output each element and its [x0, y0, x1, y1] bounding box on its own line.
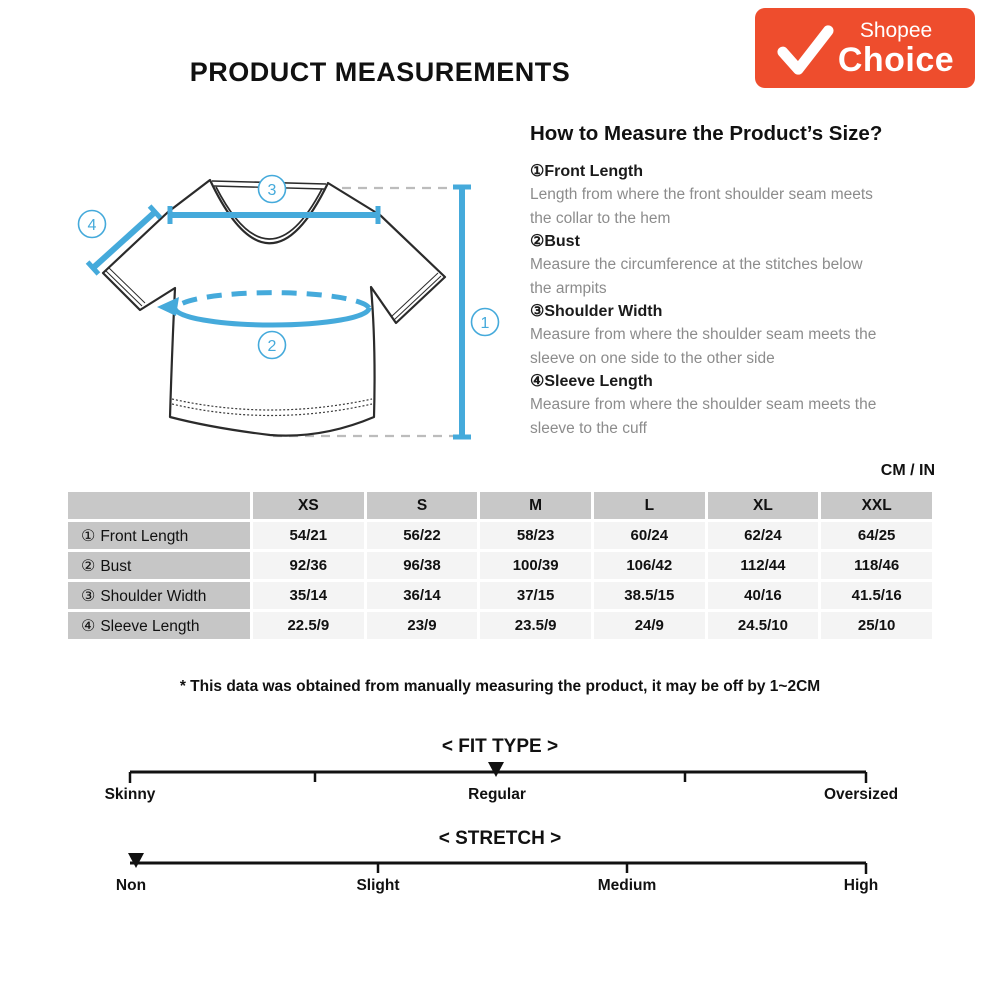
size-table: [65, 489, 935, 642]
cell-value: 40/16: [708, 582, 819, 609]
table-row-bust: [68, 552, 932, 579]
front-length-line: [453, 187, 471, 437]
cell-value: 38.5/15: [594, 582, 705, 609]
item-description: Measure the circumference at the stitches below the armpits: [530, 256, 863, 297]
cell-value: 56/22: [367, 522, 478, 549]
item-number: ③: [530, 303, 545, 320]
cell-value: 22.5/9: [253, 612, 364, 639]
item-description: Measure from where the shoulder seam meets the sleeve on one side to the other side: [530, 326, 877, 367]
column-header: L: [594, 492, 705, 519]
tshirt-outline: [103, 180, 445, 436]
column-header: XL: [708, 492, 819, 519]
shopee-choice-badge: [755, 8, 975, 88]
item-number: ④: [530, 373, 545, 390]
table-row-sleeve-length: [68, 612, 932, 639]
how-to-item-bust: [530, 230, 990, 300]
cell-value: 62/24: [708, 522, 819, 549]
fit-type-marker: [488, 762, 504, 777]
item-number: ②: [530, 233, 545, 250]
cell-value: 106/42: [594, 552, 705, 579]
badge-3: 3: [267, 182, 277, 199]
cell-value: 35/14: [253, 582, 364, 609]
column-header: XXL: [821, 492, 932, 519]
item-description: Measure from where the shoulder seam meets the sleeve to the cuff: [530, 396, 877, 437]
row-label: Bust: [100, 557, 132, 575]
stretch-label-high: High: [843, 877, 879, 894]
row-number: ③: [81, 587, 96, 605]
size-table-header-row: [68, 492, 932, 519]
badge-2: 2: [267, 338, 277, 355]
cell-value: 118/46: [821, 552, 932, 579]
cell-value: 54/21: [253, 522, 364, 549]
fit-type-label-skinny: Skinny: [104, 786, 156, 803]
units-label: CM / IN: [880, 462, 935, 479]
column-header: XS: [253, 492, 364, 519]
checkmark-icon: [776, 22, 834, 80]
badge-1: 1: [480, 315, 490, 332]
cell-value: 60/24: [594, 522, 705, 549]
cell-value: 92/36: [253, 552, 364, 579]
fit-type-title: < FIT TYPE >: [441, 736, 559, 757]
page-title: PRODUCT MEASUREMENTS: [189, 57, 571, 87]
size-table-corner-cell: [68, 492, 250, 519]
tshirt-measurement-diagram: [60, 155, 510, 455]
how-to-item-front-length: [530, 160, 990, 230]
item-label: Bust: [544, 233, 580, 250]
cell-value: 36/14: [367, 582, 478, 609]
fit-type-label-oversized: Oversized: [823, 786, 899, 803]
item-description: Length from where the front shoulder seam meets the collar to the hem: [530, 186, 873, 227]
stretch-marker: [128, 853, 144, 868]
logo-brand-bottom: Choice: [837, 40, 955, 79]
item-label: Shoulder Width: [544, 303, 663, 320]
stretch-ticks: [378, 863, 866, 874]
how-to-item-shoulder-width: [530, 300, 990, 370]
stretch-label-medium: Medium: [597, 877, 657, 894]
cell-value: 58/23: [480, 522, 591, 549]
stretch-scale: [128, 851, 868, 879]
cell-value: 24.5/10: [708, 612, 819, 639]
logo-brand-top: Shopee: [859, 18, 933, 42]
item-label: Sleeve Length: [544, 373, 653, 390]
how-to-measure-section: [530, 122, 990, 440]
row-label: Front Length: [100, 527, 189, 545]
cell-value: 23/9: [367, 612, 478, 639]
stretch-label-slight: Slight: [356, 877, 400, 894]
cell-value: 64/25: [821, 522, 932, 549]
row-label: Sleeve Length: [100, 617, 200, 635]
how-to-item-sleeve-length: [530, 370, 990, 440]
column-header: M: [480, 492, 591, 519]
cell-value: 24/9: [594, 612, 705, 639]
stretch-label-non: Non: [115, 877, 147, 894]
badge-4: 4: [87, 217, 97, 234]
measurement-disclaimer: * This data was obtained from manually measuring the product, it may be off by 1~2CM: [179, 678, 821, 695]
fit-type-scale: [128, 760, 868, 788]
row-number: ②: [81, 557, 96, 575]
cell-value: 25/10: [821, 612, 932, 639]
cell-value: 96/38: [367, 552, 478, 579]
table-row-shoulder-width: [68, 582, 932, 609]
fit-type-label-regular: Regular: [468, 786, 526, 803]
item-number: ①: [530, 163, 545, 180]
column-header: S: [367, 492, 478, 519]
cell-value: 41.5/16: [821, 582, 932, 609]
stretch-title: < STRETCH >: [438, 828, 562, 849]
cell-value: 100/39: [480, 552, 591, 579]
row-number: ④: [81, 617, 96, 635]
fit-type-ticks: [130, 772, 866, 783]
cell-value: 23.5/9: [480, 612, 591, 639]
cell-value: 37/15: [480, 582, 591, 609]
item-label: Front Length: [544, 163, 643, 180]
row-number: ①: [81, 527, 96, 545]
cell-value: 112/44: [708, 552, 819, 579]
row-label: Shoulder Width: [100, 587, 207, 605]
how-to-heading: How to Measure the Product’s Size?: [530, 122, 883, 145]
table-row-front-length: [68, 522, 932, 549]
